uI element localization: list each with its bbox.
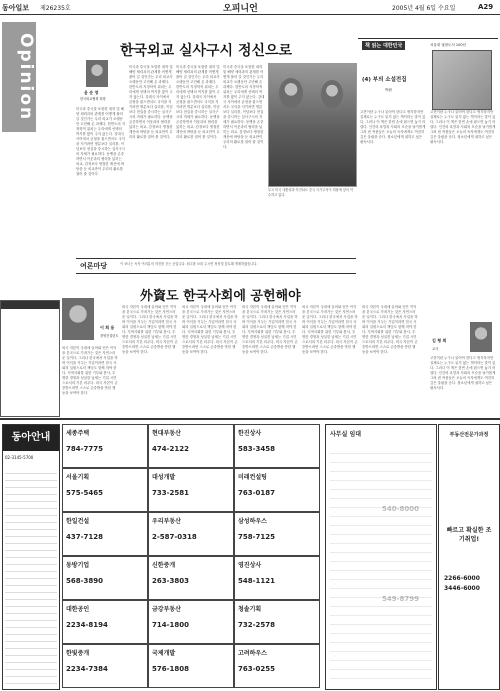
left-sidebar-ad — [0, 300, 60, 417]
author-title: 한국외교협회 회장 — [80, 97, 106, 101]
book-cover-image — [432, 50, 492, 110]
column2-body-col1: 외국 자본이 국내에 들어와 얻은 이익을 본국으로 가져가는 것은 자연스러운 일이다. 그러나 한국에서 사업을 하며 이익을 거두는 기업이라면 한국 사회의 일원으로서 책임도 함께 져야 한다. 지역사회를 위한 기부와 봉사, 투명한 경영과 성실한 납세는 기업 시민으로서의 기본 의무다. 외국 자본이 존중받으려면 스스로 존중받을 만한 행동을 보여야 한다. — [62, 346, 118, 395]
classified-ad-name: 한진상사 — [238, 430, 262, 437]
classified-ad-phone: 263-3803 — [152, 577, 189, 585]
classified-ad-grid — [62, 424, 320, 688]
classified-ad — [234, 424, 320, 468]
author2-title: 경영컨설턴트 — [100, 334, 119, 338]
column1-body-col2: 미국과 중국을 포함한 대륙 및 해양 세력과의 관계를 어떻게 풀어 갈 것인가는 우리 외교가 오랫동안 고민해 온 과제다. 한반도의 지정학적 위치는 우리에게 선택의 여지를 많이 주지 않는다. 강대국 사이에서 균형을 잡으면서도 국익을 지키려면 명분보다 실리를, 이념보다 현실을 중시하는 실사구시의 자세가 필요하다. 동맹을 존중하면서 이웃과의 협력을 넓히는 외교, 감정보다 냉철한 계산에 바탕을 둔 외교만이 우리의 활로를 열어 줄 것이다. — [129, 65, 173, 139]
photo-caption: 부시 미국 대통령과 후진타오 중국 국가주석이 회담에 앞서 악수하고 있다. — [268, 188, 354, 197]
classified-ad — [148, 644, 234, 688]
guide-title: 동아안내 — [3, 425, 59, 451]
classified-ad-phone: 437-7128 — [66, 533, 103, 541]
column2-body-col3: 외국 자본이 국내에 들어와 얻은 이익을 본국으로 가져가는 것은 자연스러운 일이다. 그러나 한국에서 사업을 하며 이익을 거두는 기업이라면 한국 사회의 일원으로서 책임도 함께 져야 한다. 지역사회를 위한 기부와 봉사, 투명한 경영과 성실한 납세는 기업 시민으로서의 기본 의무다. 외국 자본이 존중받으려면 스스로 존중받을 만한 행동을 보여야 한다. — [182, 305, 238, 354]
classified-ad-phone: 2-587-0318 — [152, 533, 197, 541]
classified-ad-phone: 575-5465 — [66, 489, 103, 497]
summit-photo — [268, 63, 357, 187]
book-series: 서울대 권장도서 100선 — [430, 43, 466, 47]
classified-ad — [148, 600, 234, 644]
classified-ad-phone: 763-0187 — [238, 489, 275, 497]
leader-left-icon — [279, 78, 303, 108]
classified-ad-phone: 548-1121 — [238, 577, 275, 585]
classified-ad — [234, 512, 320, 556]
classified-ad — [62, 424, 148, 468]
column1-body-col1: 미국과 중국을 포함한 대륙 및 해양 세력과의 관계를 어떻게 풀어 갈 것인가는 우리 외교가 오랫동안 고민해 온 과제다. 한반도의 지정학적 위치는 우리에게 선택의 여지를 많이 주지 않는다. 강대국 사이에서 균형을 잡으면서도 국익을 지키려면 명분보다 실리를, 이념보다 현실을 중시하는 실사구시의 자세가 필요하다. 동맹을 존중하면서 이웃과의 협력을 넓히는 외교, 감정보다 냉철한 계산에 바탕을 둔 외교만이 우리의 활로를 열어 줄 것이다. — [76, 107, 126, 176]
course-ads — [438, 424, 500, 690]
classified-ad-phone: 758-7125 — [238, 533, 275, 541]
author-name: 윤 순 영 — [84, 90, 99, 95]
office-ad-title: 사무실 임대 — [330, 431, 362, 438]
opinion-section-label: Opinion — [2, 22, 36, 132]
classified-ad-phone: 583-3458 — [238, 445, 275, 453]
classified-ad-name: 대한공인 — [66, 606, 90, 613]
classified-ad-name: 국제개발 — [152, 650, 176, 657]
classified-ad — [234, 600, 320, 644]
column2-headline: 外資도 한국사회에 공헌해야 — [140, 289, 301, 304]
office-listing — [330, 445, 432, 685]
classified-ad-phone: 714-1800 — [152, 621, 189, 629]
book-body-col3: 고전이란 누구나 읽어야 한다고 생각하지만 실제로는 누구도 읽지 않는 책이라는 말이 있다. 그러나 이 책은 한번 손에 잡으면 놓기 어렵다. 인간의 욕망과 사회의 모순을 날카롭게 그려 낸 작품들은 오늘의 독자에게도 여전히 깊은 울림을 준다. 청소년에게 권하고 싶은 필독서다. — [430, 356, 496, 390]
book-header: 책 읽는 대한민국 — [362, 41, 405, 50]
column1-body-col3: 미국과 중국을 포함한 대륙 및 해양 세력과의 관계를 어떻게 풀어 갈 것인가는 우리 외교가 오랫동안 고민해 온 과제다. 한반도의 지정학적 위치는 우리에게 선택의 여지를 많이 주지 않는다. 강대국 사이에서 균형을 잡으면서도 국익을 지키려면 명분보다 실리를, 이념보다 현실을 중시하는 실사구시의 자세가 필요하다. 동맹을 존중하면서 이웃과의 협력을 넓히는 외교, 감정보다 냉철한 계산에 바탕을 둔 외교만이 우리의 활로를 열어 줄 것이다. — [176, 65, 220, 139]
book-top-rule — [358, 38, 498, 39]
classified-ad-name: 미래컨설팅 — [238, 474, 267, 481]
dongA-guide-ad — [2, 424, 60, 690]
guide-listing — [5, 467, 57, 685]
book-body-col1: 고전이란 누구나 읽어야 한다고 생각하지만 실제로는 누구도 읽지 않는 책이라는 말이 있다. 그러나 이 책은 한번 손에 잡으면 놓기 어렵다. 인간의 욕망과 사회의 모순을 날카롭게 그려 낸 작품들은 오늘의 독자에게도 여전히 깊은 울림을 준다. 청소년에게 권하고 싶은 필독서다. — [360, 110, 426, 144]
column2-body-col6: 외국 자본이 국내에 들어와 얻은 이익을 본국으로 가져가는 것은 자연스러운 일이다. 그러나 한국에서 사업을 하며 이익을 거두는 기업이라면 한국 사회의 일원으로서 책임도 함께 져야 한다. 지역사회를 위한 기부와 봉사, 투명한 경영과 성실한 납세는 기업 시민으로서의 기본 의무다. 외국 자본이 존중받으려면 스스로 존중받을 만한 행동을 보여야 한다. — [362, 305, 418, 354]
classified-ad-name: 삼성하우스 — [238, 518, 267, 525]
column1-body-col4: 미국과 중국을 포함한 대륙 및 해양 세력과의 관계를 어떻게 풀어 갈 것인가는 우리 외교가 오랫동안 고민해 온 과제다. 한반도의 지정학적 위치는 우리에게 선택의 여지를 많이 주지 않는다. 강대국 사이에서 균형을 잡으면서도 국익을 지키려면 명분보다 실리를, 이념보다 현실을 중시하는 실사구시의 자세가 필요하다. 동맹을 존중하면서 이웃과의 협력을 넓히는 외교, 감정보다 냉철한 계산에 바탕을 둔 외교만이 우리의 활로를 열어 줄 것이다. — [223, 65, 265, 149]
classified-ad-name: 대성개발 — [152, 474, 176, 481]
classified-ad-name: 영진상사 — [238, 562, 262, 569]
classified-ad-phone: 732-2578 — [238, 621, 275, 629]
classified-ad-phone: 763-0255 — [238, 665, 275, 673]
classified-ad-name: 서울기획 — [66, 474, 90, 481]
leader-right-icon — [321, 80, 343, 108]
forum-label: 여론마당 — [80, 262, 108, 270]
classified-ad-phone: 784-7775 — [66, 445, 103, 453]
classified-top-rule — [0, 418, 500, 420]
column2-body-col4: 외국 자본이 국내에 들어와 얻은 이익을 본국으로 가져가는 것은 자연스러운 일이다. 그러나 한국에서 사업을 하며 이익을 거두는 기업이라면 한국 사회의 일원으로서 책임도 함께 져야 한다. 지역사회를 위한 기부와 봉사, 투명한 경영과 성실한 납세는 기업 시민으로서의 기본 의무다. 외국 자본이 존중받으려면 스스로 존중받을 만한 행동을 보여야 한다. — [242, 305, 298, 354]
book-author: 박완 — [385, 88, 392, 92]
classified-ad-name: 현대부동산 — [152, 430, 181, 437]
course-question: 빠르고 확실한 조기취업! — [446, 527, 492, 543]
issue-date: 2005년 4월 6일 수요일 — [392, 5, 456, 12]
classified-ad — [234, 556, 320, 600]
author2-photo — [62, 298, 94, 340]
classified-ad-name: 동방기업 — [66, 562, 90, 569]
classified-ad-name: 금강부동산 — [152, 606, 181, 613]
page-number: A29 — [478, 3, 494, 11]
classified-ad-phone: 733-2581 — [152, 489, 189, 497]
paper-name: 동아일보 — [2, 4, 30, 12]
classified-ad — [62, 512, 148, 556]
course-phone-a: 2266-6000 — [444, 575, 480, 582]
author2-name: 이 희 용 — [100, 325, 115, 330]
classified-ad — [148, 512, 234, 556]
classified-ad — [148, 468, 234, 512]
column2-body-col5: 외국 자본이 국내에 들어와 얻은 이익을 본국으로 가져가는 것은 자연스러운 일이다. 그러나 한국에서 사업을 하며 이익을 거두는 기업이라면 한국 사회의 일원으로서 책임도 함께 져야 한다. 지역사회를 위한 기부와 봉사, 투명한 경영과 성실한 납세는 기업 시민으로서의 기본 의무다. 외국 자본이 존중받으려면 스스로 존중받을 만한 행동을 보여야 한다. — [302, 305, 358, 354]
reviewer-name: 김 형 희 — [432, 338, 447, 343]
classified-ad — [234, 468, 320, 512]
classified-ad — [62, 468, 148, 512]
course-promo: 부동산전문가과정 — [449, 432, 489, 438]
book-body-col2: 고전이란 누구나 읽어야 한다고 생각하지만 실제로는 누구도 읽지 않는 책이라는 말이 있다. 그러나 이 책은 한번 손에 잡으면 놓기 어렵다. 인간의 욕망과 사회의 모순을 날카롭게 그려 낸 작품들은 오늘의 독자에게도 여전히 깊은 울림을 준다. 청소년에게 권하고 싶은 필독서다. — [430, 110, 496, 144]
classified-ad — [234, 644, 320, 688]
issue-number: 제26235호 — [40, 5, 71, 12]
column1-headline: 한국외교 실사구시 정신으로 — [120, 43, 293, 59]
classified-ad-name: 고려하우스 — [238, 650, 267, 657]
classified-ad-name: 세종주택 — [66, 430, 90, 437]
sidebar-ad-header — [1, 301, 59, 309]
classified-ad-name: 신한중개 — [152, 562, 176, 569]
classified-ad — [148, 424, 234, 468]
classified-ad-phone: 2234-7384 — [66, 665, 108, 673]
reviewer-photo — [470, 322, 492, 352]
forum-note: 이 코너는 독자 여러분의 의견을 싣는 곳입니다. 원고를 보내 주시면 정성껏 검토해 게재하겠습니다. — [120, 262, 258, 266]
classified-ad-name: 한빛중개 — [66, 650, 90, 657]
book-title: (4) 부의 소설전집 — [362, 77, 407, 83]
column2-body-col2: 외국 자본이 국내에 들어와 얻은 이익을 본국으로 가져가는 것은 자연스러운 일이다. 그러나 한국에서 사업을 하며 이익을 거두는 기업이라면 한국 사회의 일원으로서 책임도 함께 져야 한다. 지역사회를 위한 기부와 봉사, 투명한 경영과 성실한 납세는 기업 시민으로서의 기본 의무다. 외국 자본이 존중받으려면 스스로 존중받을 만한 행동을 보여야 한다. — [122, 305, 178, 354]
classified-ad-name: 우리부동산 — [152, 518, 181, 525]
reviewer-title: 교사 — [432, 347, 439, 351]
classified-ad-phone: 474-2122 — [152, 445, 189, 453]
classified-ad-name: 한일건설 — [66, 518, 90, 525]
office-rental-ads — [325, 424, 437, 690]
forum-bar — [76, 258, 356, 274]
classified-ad — [62, 556, 148, 600]
classified-ad — [62, 644, 148, 688]
section-name: 오피니언 — [223, 4, 258, 14]
page-header — [0, 0, 500, 15]
classified-ad-name: 청솔기획 — [238, 606, 262, 613]
classified-ad — [62, 600, 148, 644]
classified-ad-phone: 568-3890 — [66, 577, 103, 585]
guide-phone: 02-3145-5700 — [5, 455, 34, 460]
classified-ad — [148, 556, 234, 600]
course-phone-b: 3446-6000 — [444, 585, 480, 592]
classified-ad-phone: 576-1808 — [152, 665, 189, 673]
classified-ad-phone: 2234-8194 — [66, 621, 108, 629]
author-photo — [86, 60, 108, 87]
